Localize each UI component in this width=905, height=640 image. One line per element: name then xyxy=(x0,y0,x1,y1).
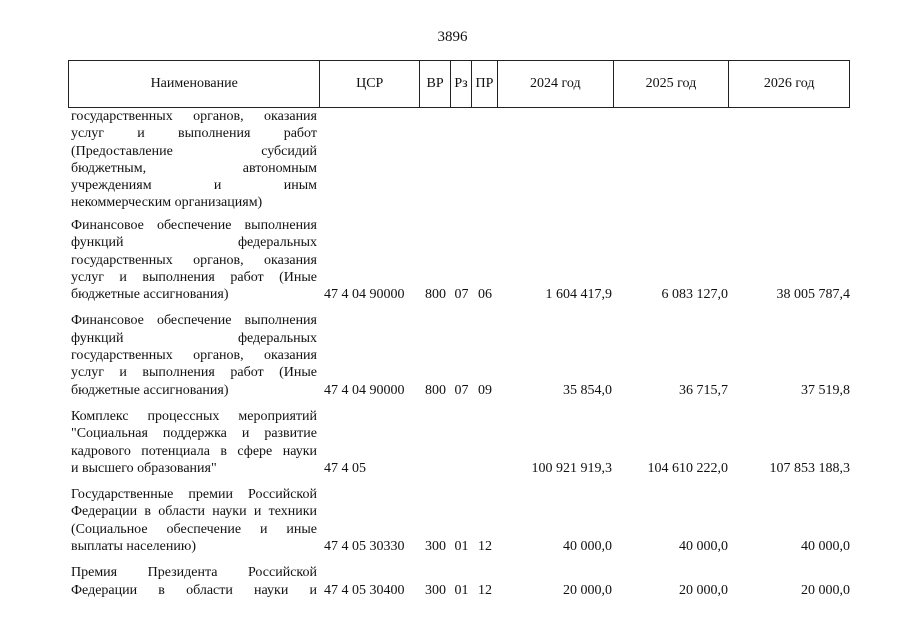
row-rz: 07 xyxy=(454,382,469,398)
row-name-line: некоммерческим организациям) xyxy=(71,195,263,211)
header-2024: 2024 год xyxy=(498,61,614,107)
row-name-line: услуг и выполнения работ xyxy=(71,126,317,142)
header-pr: ПР xyxy=(472,61,498,107)
row-name-line: государственных органов, оказания xyxy=(71,348,317,364)
row-csr: 47 4 04 90000 xyxy=(324,287,405,303)
row-name-line: функций федеральных xyxy=(71,235,317,251)
row-name-line: (Предоставление субсидий xyxy=(71,143,317,159)
page-number: 3896 xyxy=(437,29,468,45)
header-2025: 2025 год xyxy=(614,61,730,107)
table-body xyxy=(68,108,850,599)
row-name-line: услуг и выполнения работ (Иные xyxy=(71,269,317,285)
row-name-line: Комплекс процессных мероприятий xyxy=(71,408,317,424)
row-pr: 12 xyxy=(478,539,492,555)
row-name-line: выплаты населению) xyxy=(71,539,196,555)
row-name xyxy=(68,486,320,555)
row-rz: 01 xyxy=(454,539,469,555)
row-name xyxy=(68,408,320,477)
row-name-line: учреждениям и иным xyxy=(71,178,317,194)
row-2026: 40 000,0 xyxy=(801,539,850,555)
row-name-line: Премия Президента Российской xyxy=(71,565,317,581)
row-name-line: государственных органов, оказания xyxy=(71,109,317,124)
row-pr: 09 xyxy=(478,382,492,398)
row-name-line: функций федеральных xyxy=(71,330,317,346)
row-2025: 6 083 127,0 xyxy=(661,287,728,303)
table-row xyxy=(68,564,850,599)
row-2026: 37 519,8 xyxy=(801,382,850,398)
table-row xyxy=(68,217,850,303)
header-vr: ВР xyxy=(420,61,451,107)
table-row xyxy=(68,312,850,398)
table-row xyxy=(68,408,850,477)
table-row xyxy=(68,486,850,555)
row-2026: 20 000,0 xyxy=(801,582,850,598)
row-csr: 47 4 05 30400 xyxy=(324,582,405,598)
row-rz: 07 xyxy=(454,287,469,303)
row-vr: 300 xyxy=(425,582,446,598)
row-name-line: "Социальная поддержка и развитие xyxy=(71,426,317,442)
row-csr: 47 4 05 30330 xyxy=(324,539,405,555)
row-pr: 12 xyxy=(478,582,492,598)
row-2024: 20 000,0 xyxy=(563,582,612,598)
row-2025: 104 610 222,0 xyxy=(647,460,728,476)
row-name-line: Федерации в области науки и техники xyxy=(71,504,317,520)
table-header xyxy=(68,60,850,108)
row-vr: 800 xyxy=(425,382,446,398)
row-name xyxy=(68,312,320,398)
row-name-line: услуг и выполнения работ (Иные xyxy=(71,365,317,381)
row-name-line: Финансовое обеспечение выполнения xyxy=(71,313,317,329)
row-csr: 47 4 05 xyxy=(324,460,366,476)
row-name-line: Государственные премии Российской xyxy=(71,487,317,503)
row-2024: 100 921 919,3 xyxy=(531,460,612,476)
row-2024: 40 000,0 xyxy=(563,539,612,555)
row-name-line: Федерации в области науки и xyxy=(71,582,317,598)
row-name-line: кадрового потенциала в сфере науки xyxy=(71,443,317,459)
row-name-line: Финансовое обеспечение выполнения xyxy=(71,218,317,233)
row-2025: 36 715,7 xyxy=(679,382,728,398)
header-csr: ЦСР xyxy=(320,61,420,107)
row-2025: 40 000,0 xyxy=(679,539,728,555)
header-2026: 2026 год xyxy=(763,76,815,91)
row-name-line: государственных органов, оказания xyxy=(71,252,317,268)
header-rz: Рз xyxy=(451,61,472,107)
row-csr: 47 4 04 90000 xyxy=(324,382,405,398)
header-name: Наименование xyxy=(69,61,320,107)
row-name-line: (Социальное обеспечение и иные xyxy=(71,521,317,537)
row-rz: 01 xyxy=(454,582,469,598)
row-name xyxy=(68,217,320,303)
row-name-line: бюджетные ассигнования) xyxy=(71,287,229,303)
table-row xyxy=(68,108,850,211)
row-vr: 800 xyxy=(425,287,446,303)
row-2026: 38 005 787,4 xyxy=(776,287,850,303)
row-2025: 20 000,0 xyxy=(679,582,728,598)
row-2024: 1 604 417,9 xyxy=(545,287,612,303)
row-name xyxy=(68,564,320,599)
row-name xyxy=(68,108,320,212)
row-pr: 06 xyxy=(478,287,492,303)
row-vr: 300 xyxy=(425,539,446,555)
row-2024: 35 854,0 xyxy=(563,382,612,398)
row-name-line: и высшего образования" xyxy=(71,460,217,476)
row-name-line: бюджетным, автономным xyxy=(71,160,317,176)
row-name-line: бюджетные ассигнования) xyxy=(71,382,229,398)
row-2026: 107 853 188,3 xyxy=(769,460,850,476)
